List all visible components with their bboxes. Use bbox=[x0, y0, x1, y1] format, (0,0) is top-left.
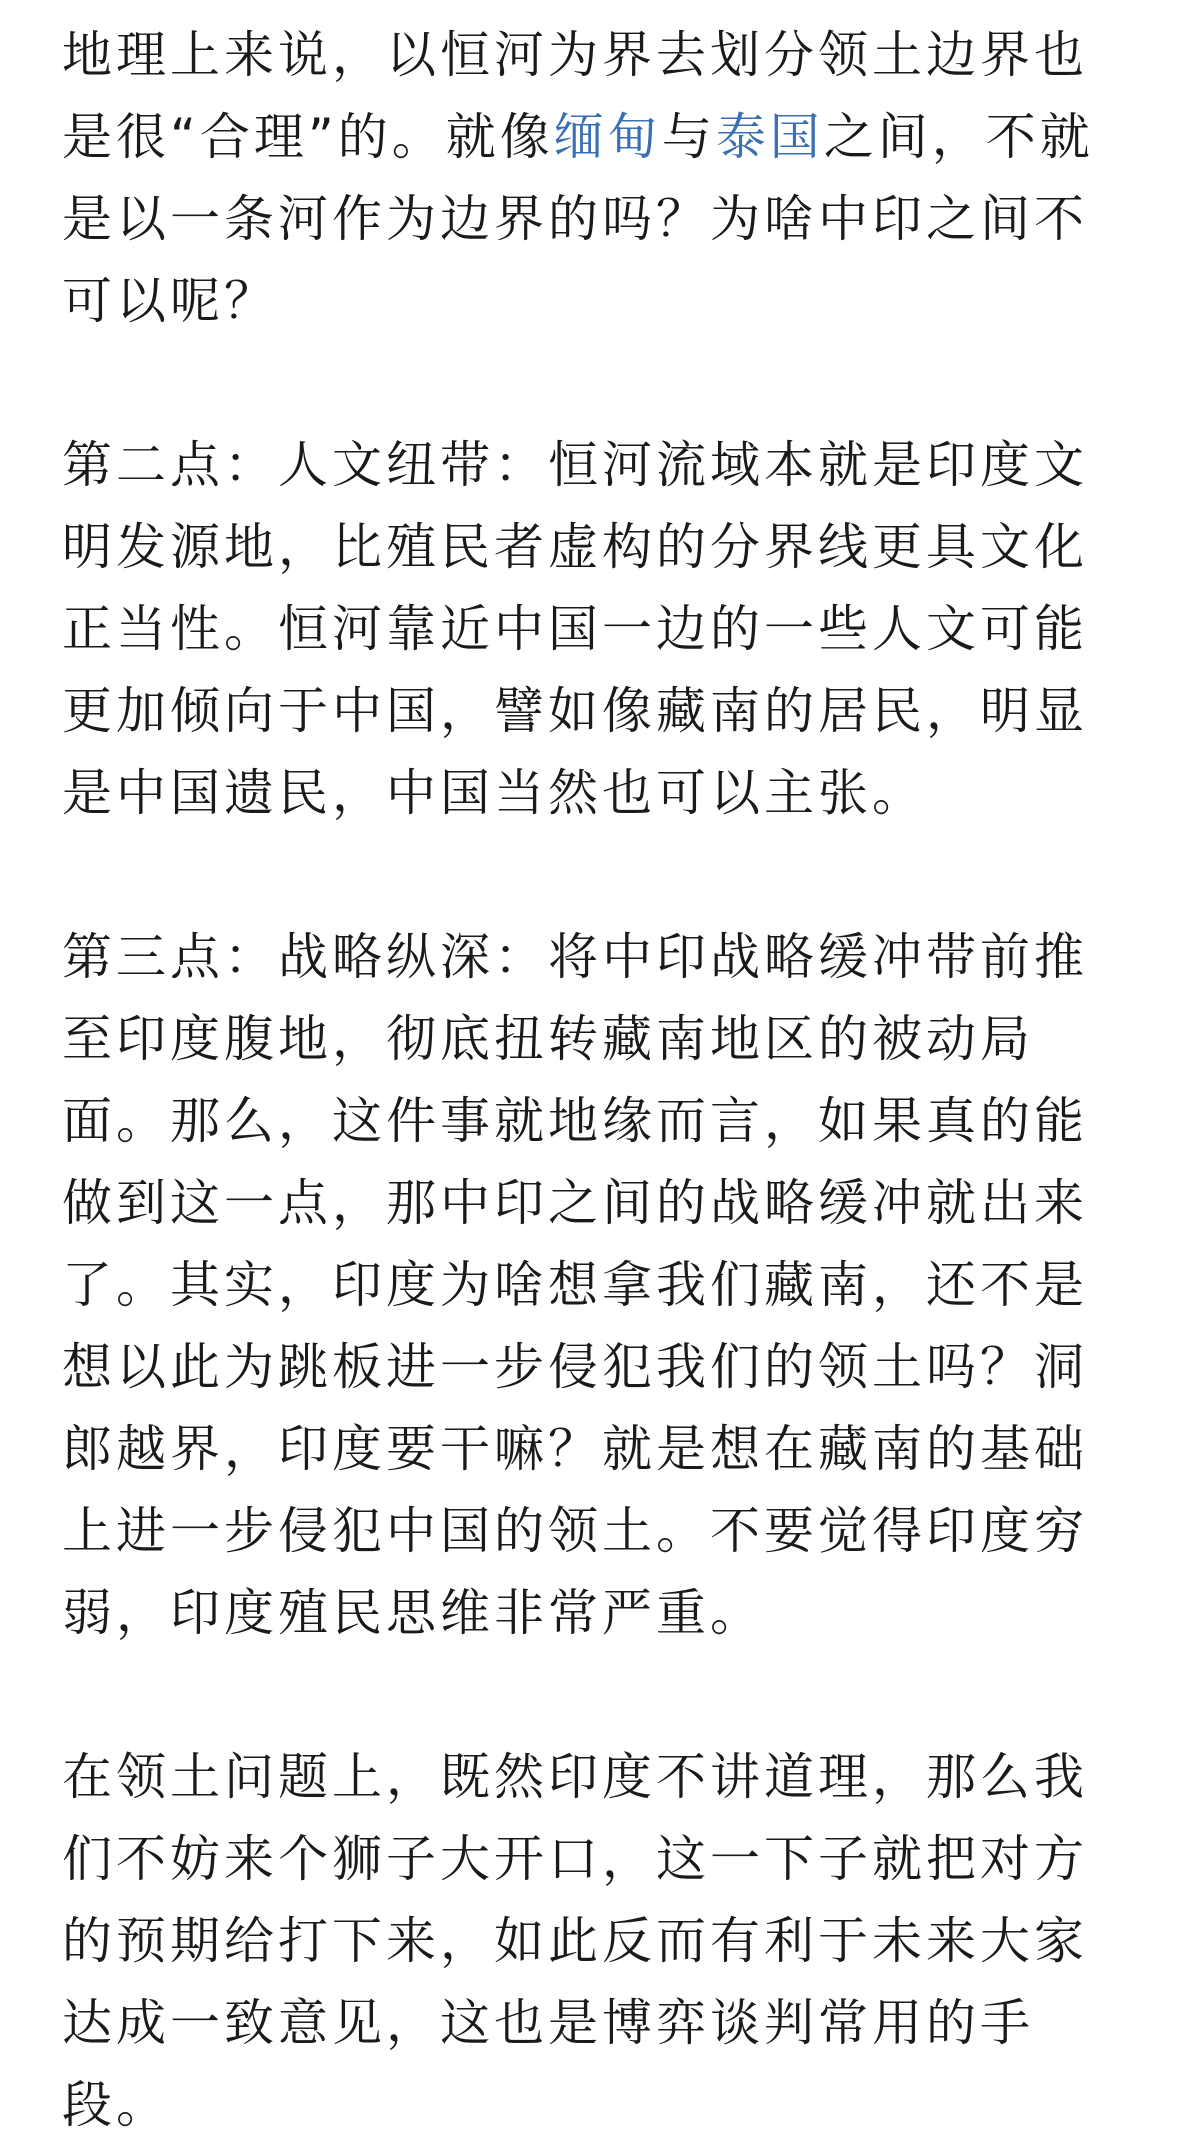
paragraph-text: 地理上来说，以恒河为界去划分领土边界也是很“合理”的。就像 bbox=[62, 26, 1088, 166]
paragraph-negotiation: 在领土问题上，既然印度不讲道理，那么我们不妨来个狮子大开口，这一下子就把对方的预期给打下来，如此反而有利于未来大家达成一致意见，这也是博弈谈判常用的手段。 bbox=[62, 1748, 1088, 2134]
paragraph-text: 与 bbox=[661, 108, 716, 166]
paragraph-strategic-depth: 第三点：战略纵深：将中印战略缓冲带前推至印度腹地，彻底扭转藏南地区的被动局面。那么，这件事就地缘而言，如果真的能做到这一点，那中印之间的战略缓冲就出来了。其实，印度为啥想拿我们藏南，还不是想以此为跳板进一步侵犯我们的领土吗？洞郎越界，印度要干嘛？就是想在藏南的基础上进一步侵犯中国的领土。不要觉得印度穷弱，印度殖民思维非常严重。 bbox=[62, 928, 1088, 1642]
article-body bbox=[62, 14, 1122, 2146]
paragraph-cultural-ties: 第二点：人文纽带：恒河流域本就是印度文明发源地，比殖民者虚构的分界线更具文化正当性。恒河靠近中国一边的一些人文可能更加倾向于中国，譬如像藏南的居民，明显是中国遗民，中国当然也可以主张。 bbox=[62, 436, 1088, 822]
paragraph-geography bbox=[62, 14, 1122, 342]
link-myanmar[interactable]: 缅甸 bbox=[553, 108, 662, 166]
paragraph-text: 之间，不就是以一条河作为边界的吗？为啥中印之间不可以呢？ bbox=[62, 108, 1094, 330]
link-thailand[interactable]: 泰国 bbox=[715, 108, 824, 166]
